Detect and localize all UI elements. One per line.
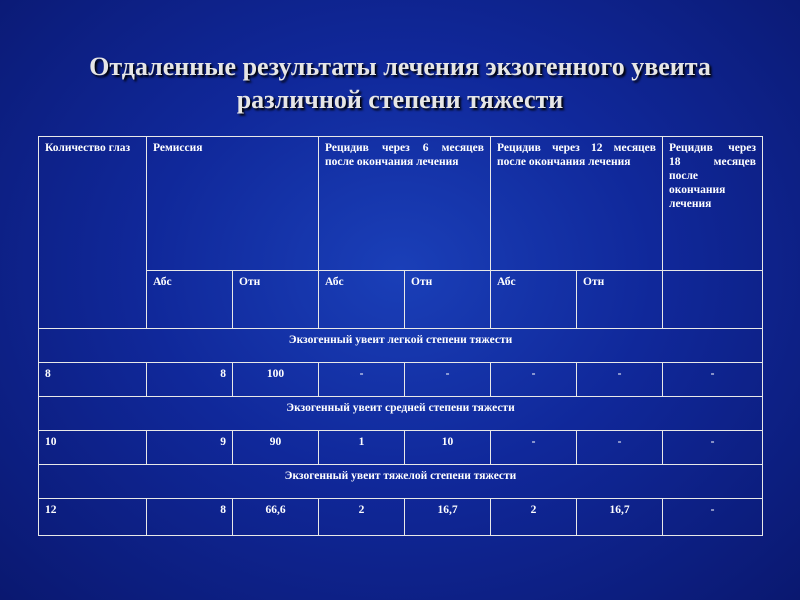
cell-remission-abs: 8 [147, 499, 233, 536]
table-row [39, 499, 763, 536]
table-header-row [39, 137, 763, 271]
cell-relapse6-rel: 16,7 [405, 499, 491, 536]
header-count: Количество глаз [39, 137, 147, 329]
cell-relapse6-rel: 10 [405, 431, 491, 465]
group-label: Экзогенный увеит средней степени тяжести [39, 397, 763, 431]
cell-relapse6-abs: 2 [319, 499, 405, 536]
subheader-rel: Отн [233, 271, 319, 329]
table-row [39, 431, 763, 465]
subheader-abs: Абс [319, 271, 405, 329]
results-table [38, 136, 763, 536]
cell-relapse18: - [663, 499, 763, 536]
subheader-rel: Отн [577, 271, 663, 329]
cell-relapse6-abs: 1 [319, 431, 405, 465]
header-relapse-18: Рецидив через 18 месяцев после окончания лечения [663, 137, 763, 271]
table-subheader-row [39, 271, 763, 329]
cell-relapse12-abs: - [491, 431, 577, 465]
group-label-row [39, 329, 763, 363]
header-remission: Ремиссия [147, 137, 319, 271]
subheader-abs: Абс [491, 271, 577, 329]
cell-count: 10 [39, 431, 147, 465]
group-label: Экзогенный увеит легкой степени тяжести [39, 329, 763, 363]
subheader-rel: Отн [405, 271, 491, 329]
cell-relapse12-rel: 16,7 [577, 499, 663, 536]
subheader-empty [663, 271, 763, 329]
cell-count: 8 [39, 363, 147, 397]
header-relapse-12: Рецидив через 12 месяцев после окончания лечения [491, 137, 663, 271]
cell-relapse12-abs: - [491, 363, 577, 397]
cell-remission-rel: 100 [233, 363, 319, 397]
cell-relapse12-rel: - [577, 363, 663, 397]
group-label-row [39, 397, 763, 431]
cell-relapse6-abs: - [319, 363, 405, 397]
cell-relapse12-abs: 2 [491, 499, 577, 536]
cell-remission-abs: 9 [147, 431, 233, 465]
group-label: Экзогенный увеит тяжелой степени тяжести [39, 465, 763, 499]
cell-relapse18: - [663, 363, 763, 397]
cell-relapse18: - [663, 431, 763, 465]
table-row [39, 363, 763, 397]
page-title [40, 50, 760, 116]
title-line-2: различной степени тяжести [236, 85, 564, 114]
cell-remission-rel: 66,6 [233, 499, 319, 536]
subheader-abs: Абс [147, 271, 233, 329]
cell-remission-abs: 8 [147, 363, 233, 397]
header-relapse-6: Рецидив через 6 месяцев после окончания лечения [319, 137, 491, 271]
cell-relapse12-rel: - [577, 431, 663, 465]
cell-count: 12 [39, 499, 147, 536]
cell-remission-rel: 90 [233, 431, 319, 465]
cell-relapse6-rel: - [405, 363, 491, 397]
title-line-1: Отдаленные результаты лечения экзогенного увеита [89, 52, 711, 81]
group-label-row [39, 465, 763, 499]
